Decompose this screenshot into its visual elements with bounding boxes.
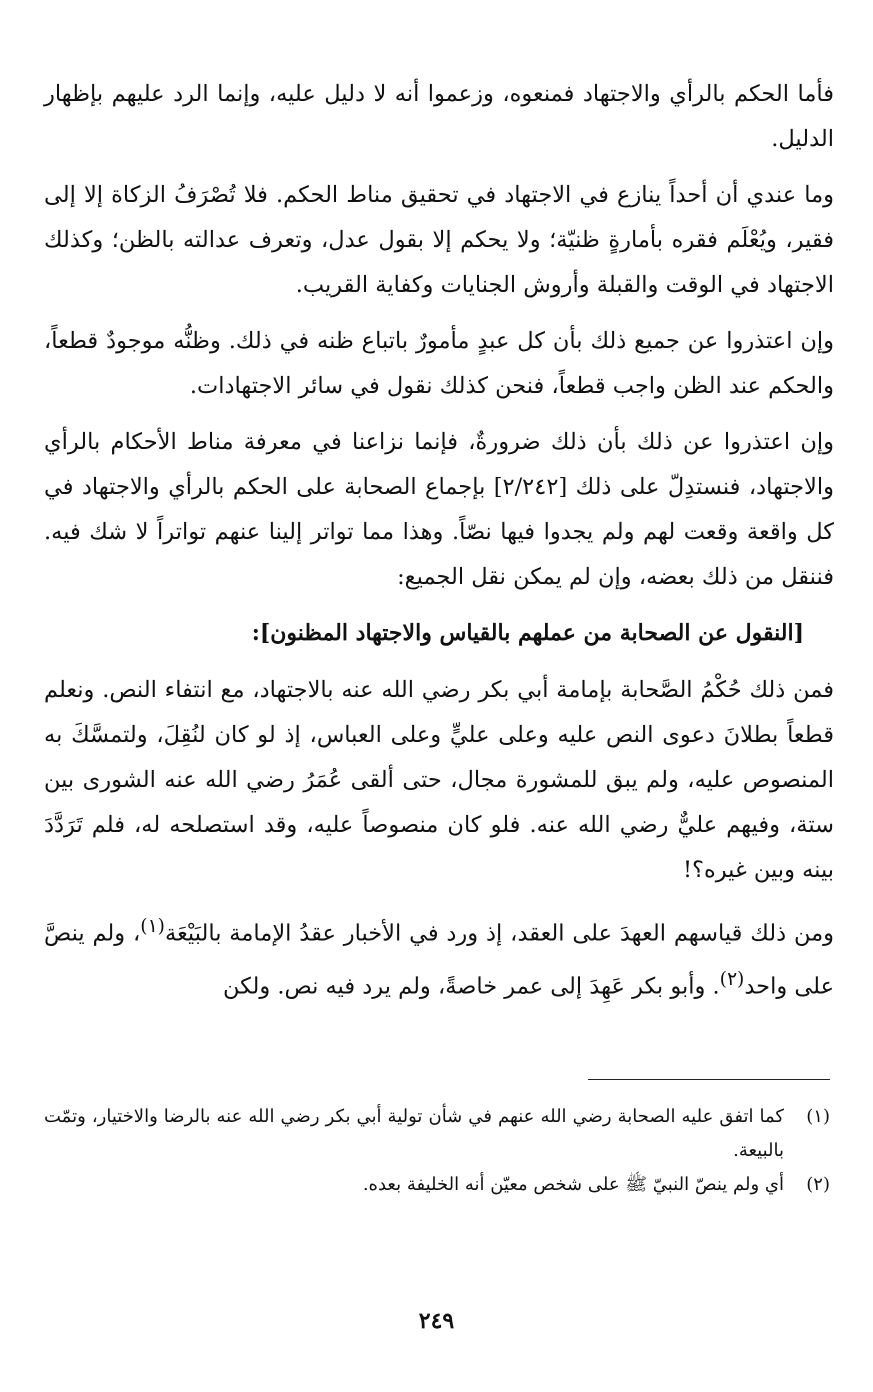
footnote-number: (١) <box>806 1106 830 1127</box>
footnote-1 <box>44 1100 830 1168</box>
paragraph-3: وإن اعتذروا عن جميع ذلك بأن كل عبدٍ مأمورٌ باتباع ظنه في ذلك. وظنُّه موجودٌ قطعاً، والحكم عند الظن واجب قطعاً، فنحن كذلك نقول في سائر الاجتهادات. <box>44 328 834 399</box>
footnotes <box>44 1100 830 1202</box>
section-heading: [النقول عن الصحابة من عملهم بالقياس والاجتهاد المظنون]: <box>251 620 804 646</box>
paragraph-1: فأما الحكم بالرأي والاجتهاد فمنعوه، وزعموا أنه لا دليل عليه، وإنما الرد عليهم بإظهار الدليل. <box>44 81 834 152</box>
main-text <box>44 72 834 1020</box>
page-number: ٢٤٩ <box>418 1308 455 1334</box>
footnote-number: (٢) <box>806 1174 830 1195</box>
paragraph-5: فمن ذلك حُكْمُ الصَّحابة بإمامة أبي بكر رضي الله عنه بالاجتهاد، مع انتفاء النص. ونعلم قطعاً بطلانَ دعوى النص عليه وعلى عليٍّ وعلى العباس، إذ لو كان لنُقِلَ، ولتمسَّكَ به المنصوص عليه، ولم يبق للمشورة مجال، حتى ألقى عُمَرُ رضي الله عنه الشورى بين ستة، وفيهم عليٌّ رضي الله عنه. فلو كان منصوصاً عليه، وقد استصلحه له، فلم تَرَدَّدَ بينه وبين غيره؟! <box>44 677 834 883</box>
footnote-2 <box>44 1168 830 1202</box>
paragraph-6-part-1: ومن ذلك قياسهم العهدَ على العقد، إذ ورد في الأخبار عقدُ الإمامة بالبَيْعَة <box>165 920 834 947</box>
footnote-ref-2: (٢) <box>719 968 745 990</box>
footnote-text: كما اتفق عليه الصحابة رضي الله عنهم في شأن تولية أبي بكر رضي الله عنه بالرضا والاختيار، وتمّت بالبيعة. <box>44 1106 784 1161</box>
paragraph-6-part-3: . وأبو بكر عَهِدَ إلى عمر خاصةً، ولم يرد فيه نص. ولكن <box>222 973 720 999</box>
paragraph-4: وإن اعتذروا عن ذلك بأن ذلك ضرورةٌ، فإنما نزاعنا في معرفة مناط الأحكام بالرأي والاجتهاد، فنستدِلّ على ذلك [٢/٢٤٢] بإجماع الصحابة على الحكم بالرأي والاجتهاد في كل واقعة وقعت لهم ولم يجدوا فيها نصّاً. وهذا مما تواتر إلينا عنهم تواتراً لا شك فيه. فننقل من ذلك بعضه، وإن لم يمكن نقل الجميع: <box>44 429 834 590</box>
paragraph-6-part-2: ، ولم ينصَّ على واحد <box>44 920 834 999</box>
footnote-text: أي ولم ينصّ النبيّ ﷺ على شخص معيّن أنه الخليفة بعده. <box>362 1174 784 1195</box>
footnote-separator <box>588 1079 830 1080</box>
paragraph-6 <box>44 904 834 1009</box>
footnote-ref-1: (١) <box>140 916 165 937</box>
paragraph-2: وما عندي أن أحداً ينازع في الاجتهاد في تحقيق مناط الحكم. فلا تُصْرَفُ الزكاة إلا إلى فقير، ويُعْلَم فقره بأمارةٍ ظنيّة؛ ولا يحكم إلا بقول عدل، وتعرف عدالته بالظن؛ وكذلك الاجتهاد في الوقت والقبلة وأروش الجنايات وكفاية القريب. <box>44 182 834 298</box>
